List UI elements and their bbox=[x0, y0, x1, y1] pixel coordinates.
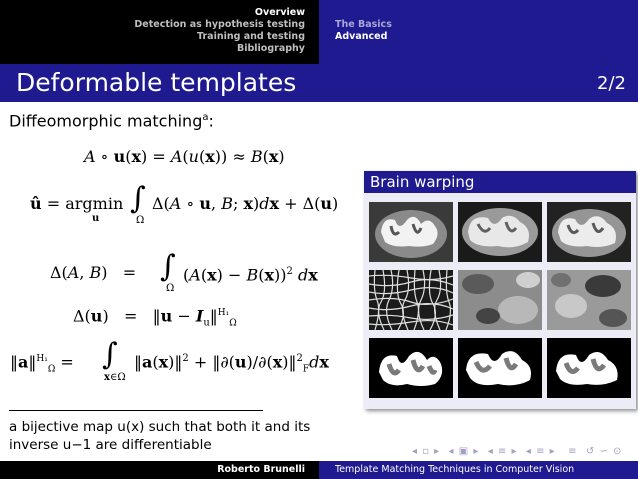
brain-image-grid bbox=[364, 193, 636, 409]
header-navigation bbox=[0, 0, 638, 64]
footer-author: Roberto Brunelli bbox=[0, 461, 319, 479]
footer bbox=[0, 461, 638, 479]
frame-title-bar bbox=[0, 64, 638, 102]
equation-delta-u: Δ(u) = ‖u − $I_u‖^{H_1}_\Omega$ bbox=[73, 306, 237, 329]
displacement-x-image bbox=[458, 270, 542, 330]
brain-template-image bbox=[369, 202, 453, 262]
nav-section-overview[interactable]: Overview bbox=[254, 7, 305, 18]
nav-section-detection[interactable]: Detection as hypothesis testing bbox=[134, 19, 305, 30]
section-navigation bbox=[0, 0, 319, 64]
nav-section-training[interactable]: Training and testing bbox=[197, 31, 305, 42]
beamer-navigation-symbols[interactable]: ◂ ▫ ▸ ◂ ▣ ▸ ◂ ≡ ▸ ◂ ≡ ▸ ≡ ↺ ∽ ⊙ bbox=[412, 446, 623, 457]
brain-warped-image bbox=[547, 202, 631, 262]
page-number: 2/2 bbox=[597, 73, 626, 94]
nav-subsection-basics[interactable]: The Basics bbox=[335, 19, 392, 30]
brain-warping-block bbox=[364, 171, 636, 409]
brain-segmentation-3 bbox=[547, 338, 631, 398]
brain-segmentation-1 bbox=[369, 338, 453, 398]
displacement-y-image bbox=[547, 270, 631, 330]
footnote: a bijective map u(x) such that both it and its inverse u−1 are differentiable bbox=[9, 419, 311, 453]
equation-composition: A ∘ u(x) = A(u(x)) ≈ B(x) bbox=[84, 147, 285, 166]
block-title: Brain warping bbox=[364, 171, 636, 193]
slide-subtitle: Diffeomorphic matching$^a$: bbox=[9, 111, 214, 131]
nav-section-bibliography[interactable]: Bibliography bbox=[237, 43, 305, 54]
footer-title: Template Matching Techniques in Computer Vision bbox=[319, 461, 638, 479]
brain-target-image bbox=[458, 202, 542, 262]
nav-subsection-advanced[interactable]: Advanced bbox=[335, 31, 388, 42]
frame-title: Deformable templates bbox=[16, 68, 297, 97]
footnote-rule bbox=[9, 410, 263, 411]
subsection-navigation bbox=[319, 0, 638, 64]
brain-segmentation-2 bbox=[458, 338, 542, 398]
deformation-grid-image bbox=[369, 270, 453, 330]
footnote-marker: a bbox=[202, 112, 209, 123]
subtitle-text: Diffeomorphic matching bbox=[9, 111, 203, 131]
